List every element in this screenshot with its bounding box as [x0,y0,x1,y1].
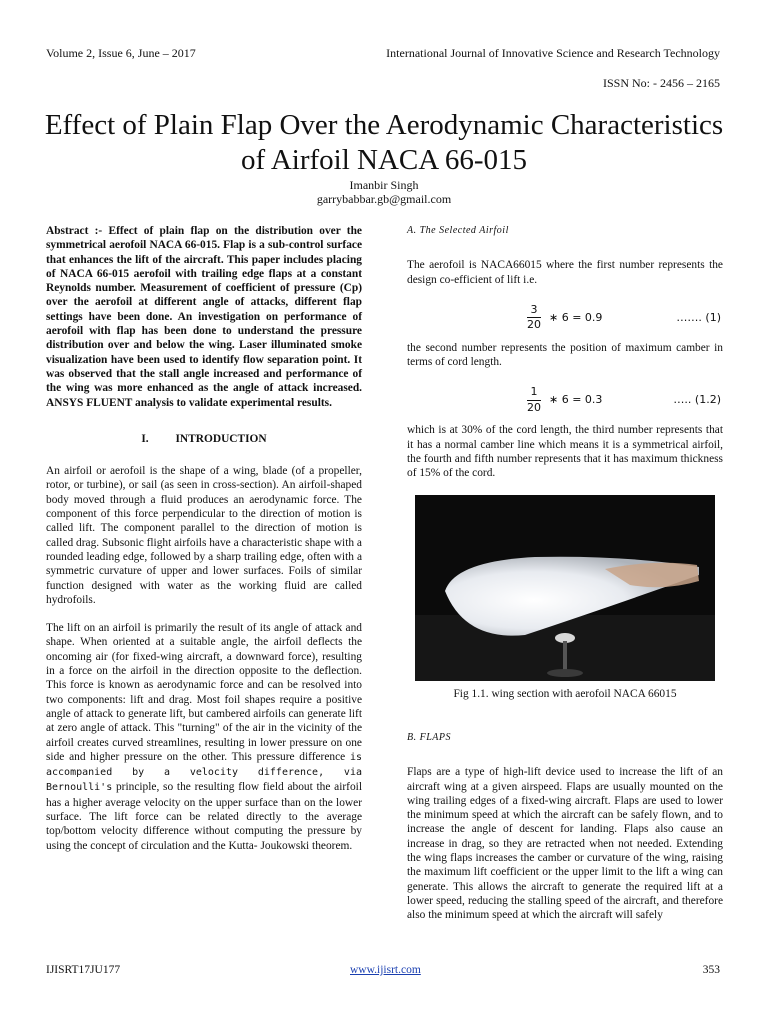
intro-paragraph-2-part-c: principle, so the resulting flow field about the airfoil has a higher average velocity on the upper surface than on the lower surface. The lift force can be related directly to the average top/bottom velocity difference without computing the pressure by using the concept of circulation and the Kutta- Joukowski theorem. [46,781,362,852]
footer-journal-link[interactable]: www.ijisrt.com [350,964,421,976]
equation-2-label: ….. (1.2) [673,393,721,407]
equation-1-denominator: 20 [527,318,541,332]
section-title: INTRODUCTION [175,432,267,445]
page-number: 353 [702,964,720,976]
right-column [407,224,723,937]
equation-2-body: ∗ 6 = 0.3 [549,393,603,407]
section-number: I. [141,432,149,445]
intro-paragraph-2-part-b: is accompanied by a velocity difference, via Bernoulli's [46,751,362,794]
equation-2-numerator: 1 [527,385,541,400]
selected-paragraph-2: the second number represents the position of maximum camber in terms of cord length. [407,341,723,369]
equation-1-numerator: 3 [527,303,541,318]
equation-2 [407,383,723,423]
paper-title: Effect of Plain Flap Over the Aerodynamic Characteristics of Airfoil NACA 66-015 [44,109,724,176]
subsection-heading-flaps: B. FLAPS [407,731,451,743]
equation-1 [407,301,723,341]
flaps-paragraph: Flaps are a type of high-lift device used to increase the lift of an aircraft wing at a given airspeed. Flaps are usually mounted on the wing trailing edges of a fixed-wing aircraft. Flaps are used to lower the minimum speed at which the aircraft can be safely flown, and to increase the angle of descent for landing. Flaps also cause an increase in drag, so they are retracted when not needed. Extending the wing flaps increases the camber or curvature of the wing, raising the maximum lift coefficient or the upper limit to the lift a wing can generate. This allows the aircraft to generate the required lift at a lower speed, reducing the stalling speed of the aircraft, and therefore also the minimum speed at which the aircraft will safely [407,766,723,922]
author-block [40,178,728,206]
issn: ISSN No: - 2456 – 2165 [602,76,720,90]
equation-2-fraction [527,385,541,415]
figure-caption: Fig 1.1. wing section with aerofoil NACA 66015 [453,687,677,700]
intro-paragraph-1: An airfoil or aerofoil is the shape of a wing, blade (of a propeller, rotor, or turbine), or sail (as seen in cross-section). An airfoil-shaped body moved through a fluid produces an aerodynamic force. The component of this force perpendicular to the direction of motion is called lift. The component parallel to the direction of motion is called drag. Subsonic flight airfoils have a characteristic shape with a rounded leading edge, followed by a sharp trailing edge, often with a symmetric curvature of upper and lower surfaces. Foils of similar function designed with water as the working fluid are called hydrofoils. [46,465,362,606]
intro-paragraph-2 [46,621,362,853]
subsection-heading-selected-airfoil: A. The Selected Airfoil [407,225,509,236]
equation-2-denominator: 20 [527,400,541,414]
author-email: garrybabbar.gb@gmail.com [316,192,452,206]
footer-paper-id: IJISRT17JU177 [46,964,121,976]
volume-info: Volume 2, Issue 6, June – 2017 [46,46,196,60]
intro-paragraph-2-part-a: The lift on an airfoil is primarily the result of its angle of attack and shape. When oriented at a suitable angle, the airfoil deflects the oncoming air (for fixed-wing aircraft, a downward force), resulting in a force on the airfoil in the direction opposite to the deflection. This force is known as aerodynamic force and can be resolved into two components: lift and drag. Most foil shapes require a positive angle of attack to generate lift, but cambered airfoils can generate lift at zero angle of attack. This "turning" of the air in the vicinity of the airfoil creates curved streamlines, resulting in lower pressure on one side and higher pressure on the other. This pressure difference [46,622,362,763]
author-name: Imanbir Singh [349,178,419,192]
selected-paragraph-1: The aerofoil is NACA66015 where the first number represents the design co-efficient of lift i.e. [407,259,723,286]
journal-name: International Journal of Innovative Science and Research Technology [386,46,720,60]
wing-section-photo [415,495,715,681]
left-column [46,224,362,867]
selected-paragraph-3: which is at 30% of the cord length, the third number represents that it has a normal camber line which means it is a symmetrical airfoil, the fourth and fifth number represents that it has maximum thickness of 15% of the cord. [407,424,723,480]
equation-1-label: ……. (1) [676,310,721,324]
equation-1-body: ∗ 6 = 0.9 [549,310,603,324]
equation-1-fraction [527,303,541,333]
abstract: Abstract :- Effect of plain flap on the distribution over the symmetrical aerofoil NACA 66-015. Flap is a sub-control surface that enhances the lift of the aircraft. This paper includes placing of NACA 66-015 aerofoil with trailing edge flaps at a constant Reynolds number. Measurement of coefficient of pressure (Cp) over the aerofoil at different angle of attacks, different flap settings have been done. An investigation on performance of aerofoil with flap has been done to understand the pressure distribution over and below the wing. Laser illuminated smoke visualization have been used to identify flow separation point. It was observed that the stall angle increased and performance of the wing was more enhanced as the angle of attack increased. ANSYS FLUENT analysis to validate experimental results. [46,225,362,409]
section-heading-introduction [46,432,362,446]
